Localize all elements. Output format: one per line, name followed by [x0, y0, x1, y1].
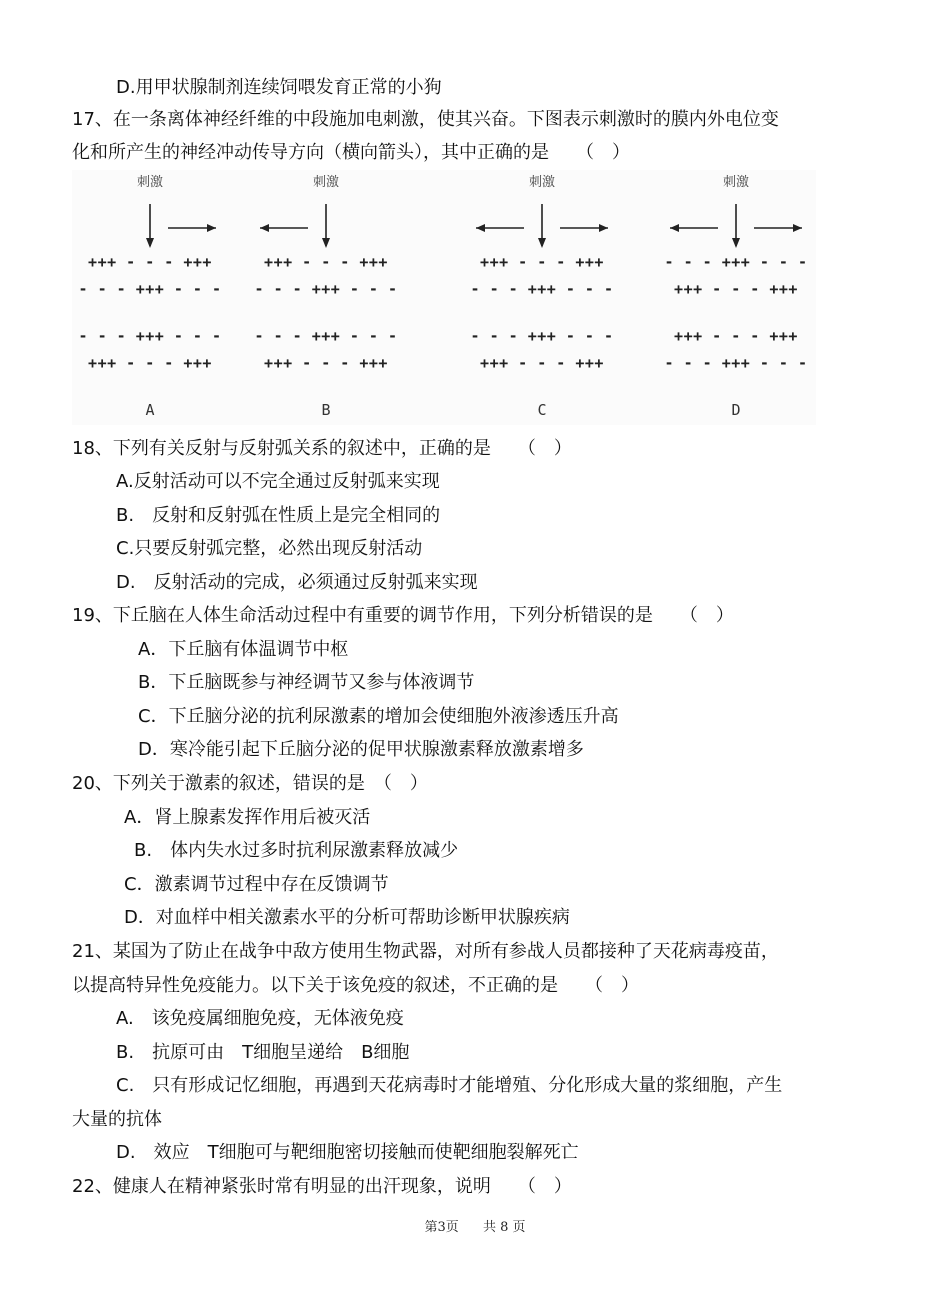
- question-17-line-2: 化和所产生的神经冲动传导方向（横向箭头），其中正确的是 （ ）: [72, 142, 630, 163]
- page-total: 共 8 页: [482, 1220, 526, 1235]
- potential-row: +++ - - - +++: [480, 253, 604, 271]
- potential-row: - - - +++ - - -: [664, 253, 808, 271]
- potential-row: +++ - - - +++: [88, 253, 212, 271]
- potential-row: - - - +++ - - -: [254, 327, 398, 345]
- q20-option-b: B. 体内失水过多时抗利尿激素释放减少: [134, 840, 459, 861]
- stimulus-arrow-head: [538, 238, 546, 248]
- q19-option-b: B．下丘脑既参与神经调节又参与体液调节: [138, 672, 475, 693]
- question-18: 18、下列有关反射与反射弧关系的叙述中，正确的是 （ ）: [72, 438, 572, 459]
- page-footer: [0, 1216, 950, 1235]
- stimulus-label: 刺激: [312, 175, 340, 190]
- q21-option-d: D. 效应 T细胞可与靶细胞密切接触而使靶细胞裂解死亡: [116, 1142, 579, 1163]
- conduction-arrow-head: [260, 224, 269, 232]
- potential-row: - - - +++ - - -: [470, 327, 614, 345]
- q18-option-b: B. 反射和反射弧在性质上是完全相同的: [116, 505, 441, 526]
- question-21-line-2: 以提高特异性免疫能力。以下关于该免疫的叙述，不正确的是 （ ）: [72, 975, 639, 996]
- q19-option-d: D．寒冷能引起下丘脑分泌的促甲状腺激素释放激素增多: [138, 739, 584, 760]
- conduction-arrow-head: [476, 224, 485, 232]
- conduction-arrow-head: [207, 224, 216, 232]
- potential-row: +++ - - - +++: [264, 253, 388, 271]
- nerve-impulse-figure: [72, 170, 816, 425]
- page-number: 第3页: [424, 1220, 459, 1235]
- option-label-d: D: [731, 401, 741, 419]
- q21-option-c-line-2: 大量的抗体: [72, 1109, 162, 1130]
- q21-option-b: B. 抗原可由 T细胞呈递给 B细胞: [116, 1042, 410, 1063]
- question-19: 19、下丘脑在人体生命活动过程中有重要的调节作用，下列分析错误的是 （ ）: [72, 605, 734, 626]
- q19-option-a: A．下丘脑有体温调节中枢: [138, 639, 349, 660]
- question-20: 20、下列关于激素的叙述，错误的是 （ ）: [72, 773, 428, 794]
- question-17-line-1: 17、在一条离体神经纤维的中段施加电刺激，使其兴奋。下图表示刺激时的膜内外电位变: [72, 109, 779, 130]
- q19-option-c: C．下丘脑分泌的抗利尿激素的增加会使细胞外液渗透压升高: [138, 706, 619, 727]
- q18-option-a: A.反射活动可以不完全通过反射弧来实现: [116, 471, 440, 492]
- potential-row: - - - +++ - - -: [254, 280, 398, 298]
- question-22: 22、健康人在精神紧张时常有明显的出汗现象，说明 （ ）: [72, 1176, 572, 1197]
- conduction-arrow-head: [599, 224, 608, 232]
- stimulus-label: 刺激: [528, 175, 556, 190]
- stimulus-label: 刺激: [722, 175, 750, 190]
- stimulus-label: 刺激: [136, 175, 164, 190]
- text-line: D.用甲状腺制剂连续饲喂发育正常的小狗: [116, 77, 442, 98]
- potential-row: - - - +++ - - -: [78, 327, 222, 345]
- potential-row: +++ - - - +++: [480, 354, 604, 372]
- q20-option-d: D．对血样中相关激素水平的分析可帮助诊断甲状腺疾病: [124, 907, 570, 928]
- q20-option-a: A．肾上腺素发挥作用后被灭活: [124, 807, 371, 828]
- potential-row: - - - +++ - - -: [664, 354, 808, 372]
- option-label-a: A: [145, 401, 155, 419]
- potential-row: +++ - - - +++: [88, 354, 212, 372]
- conduction-arrow-head: [670, 224, 679, 232]
- option-label-b: B: [321, 401, 331, 419]
- potential-row: - - - +++ - - -: [470, 280, 614, 298]
- option-label-c: C: [537, 401, 547, 419]
- q18-option-d: D. 反射活动的完成，必须通过反射弧来实现: [116, 572, 478, 593]
- question-21-line-1: 21、某国为了防止在战争中敌方使用生物武器，对所有参战人员都接种了天花病毒疫苗，: [72, 941, 779, 962]
- stimulus-arrow-head: [732, 238, 740, 248]
- potential-row: +++ - - - +++: [674, 280, 798, 298]
- stimulus-arrow-head: [146, 238, 154, 248]
- q18-option-c: C.只要反射弧完整，必然出现反射活动: [116, 538, 423, 559]
- q21-option-c-line-1: C. 只有形成记忆细胞，再遇到天花病毒时才能增殖、分化形成大量的浆细胞，产生: [116, 1075, 783, 1096]
- potential-row: - - - +++ - - -: [78, 280, 222, 298]
- potential-row: +++ - - - +++: [674, 327, 798, 345]
- q21-option-a: A. 该免疫属细胞免疫，无体液免疫: [116, 1008, 404, 1029]
- conduction-arrow-head: [793, 224, 802, 232]
- potential-row: +++ - - - +++: [264, 354, 388, 372]
- q20-option-c: C．激素调节过程中存在反馈调节: [124, 874, 389, 895]
- stimulus-arrow-head: [322, 238, 330, 248]
